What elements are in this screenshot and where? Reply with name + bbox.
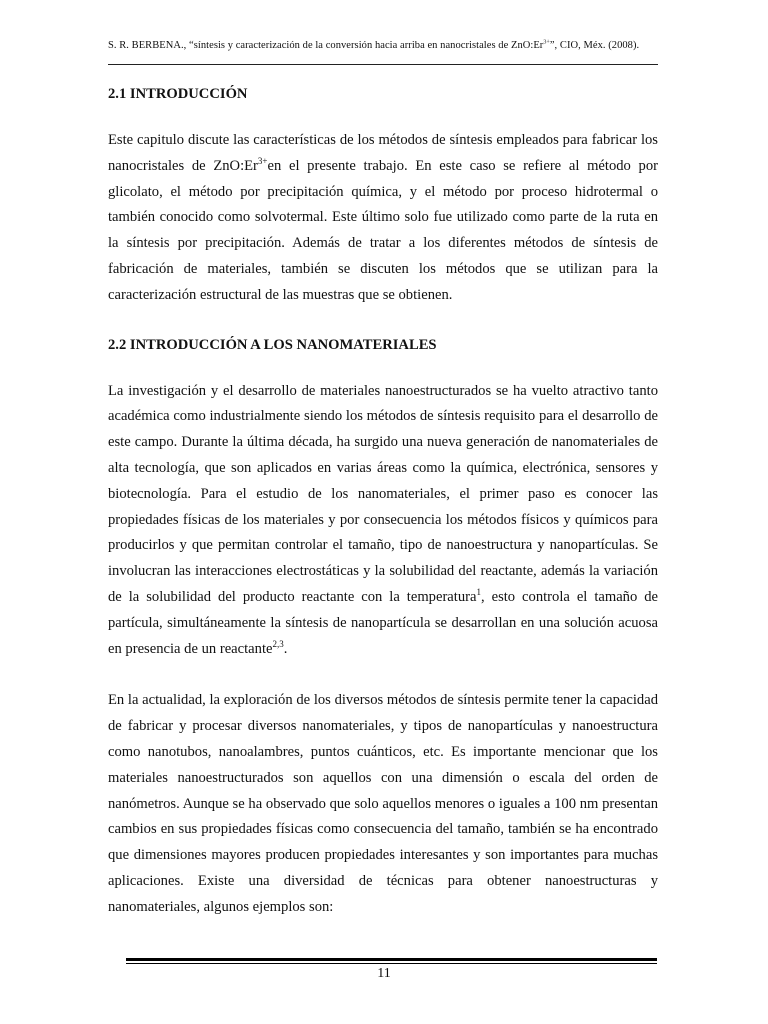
citation-superscript: 1 — [476, 587, 481, 598]
paragraph-introduccion — [108, 128, 658, 309]
spacer — [108, 309, 658, 335]
running-header — [108, 40, 668, 51]
spacer — [108, 662, 658, 688]
running-header-prefix: S. R. BERBENA., “síntesis y caracterización de la conversión hacia arriba en nanocristales de ZnO:Er — [108, 40, 544, 51]
citation-superscript: 2,3 — [272, 638, 284, 649]
page-body — [108, 84, 658, 921]
paragraph-nanomateriales-1 — [108, 379, 658, 663]
superscript: 3+ — [257, 155, 268, 166]
section-heading-introduccion: 2.1 INTRODUCCIÓN — [108, 86, 248, 102]
section-heading-nanomateriales: 2.2 INTRODUCCIÓN A LOS NANOMATERIALES — [108, 336, 437, 353]
paragraph-text: , esto controla el tamaño de partícula, simultáneamente la síntesis de nanopartícula se desarrollan en una solución acuosa en presencia de un reactante — [108, 588, 659, 657]
header-rule — [108, 64, 658, 65]
spacer — [108, 355, 658, 379]
paragraph-text: . — [283, 640, 288, 657]
paragraph-text: en el presente trabajo. En este caso se refiere al método por glicolato, el método por precipitación química, y el método por proceso hidrotermal o también conocido como solvotermal. Este último solo fue utilizado como parte de la ruta en la síntesis por precipitación. Además de tratar a los diferentes métodos de síntesis de fabricación de materiales, también se discuten los métodos que se utilizan para la caracterización estructural de las muestras que se obtienen. — [108, 157, 658, 303]
footer-rule-thin — [126, 963, 657, 964]
footer-rule-thick — [126, 958, 657, 961]
spacer — [108, 104, 658, 128]
running-header-suffix: ”, CIO, Méx. (2008). — [549, 40, 640, 51]
page-number: 11 — [377, 966, 391, 981]
running-header-superscript: 3+ — [543, 39, 550, 46]
paragraph-text: Este capitulo discute las características de los métodos de síntesis empleados para fabricar los nanocristales de ZnO:Er — [108, 132, 658, 174]
paragraph-nanomateriales-2: En la actualidad, la exploración de los diversos métodos de síntesis permite tener la capacidad de fabricar y procesar diversos nanomateriales, y tipos de nanopartículas y nanoestructura como nanotubos, nanoalambres, puntos cuánticos, etc. Es importante mencionar que los materiales nanoestructurados son aquellos con una dimensión o escala del orden de nanómetros. Aunque se ha observado que solo aquellos menores o iguales a 100 nm presentan cambios en sus propiedades físicas como consecuencia del tamaño, también se ha encontrado que dimensiones mayores producen propiedades interesantes y son importantes para muchas aplicaciones. Existe una diversidad de técnicas para obtener nanoestructuras y nanomateriales, algunos ejemplos son: — [108, 692, 658, 915]
paragraph-text: La investigación y el desarrollo de materiales nanoestructurados se ha vuelto atractivo tanto académica como industrialmente siendo los métodos de síntesis requisito para el desarrollo de este campo. Durante la última década, ha surgido una nueva generación de nanomateriales de alta tecnología, que son aplicados en varias áreas como la química, electrónica, sensores y biotecnología. Para el estudio de los nanomateriales, el primer paso es conocer las propiedades físicas de los materiales y por consecuencia los métodos físicos y químicos para producirlos y que permitan controlar el tamaño, tipo de nanoestructura y nanopartículas. Se involucran las interacciones electrostáticas y la solubilidad del reactante, además la variación de la solubilidad del producto reactante con la temperatura — [108, 382, 658, 605]
